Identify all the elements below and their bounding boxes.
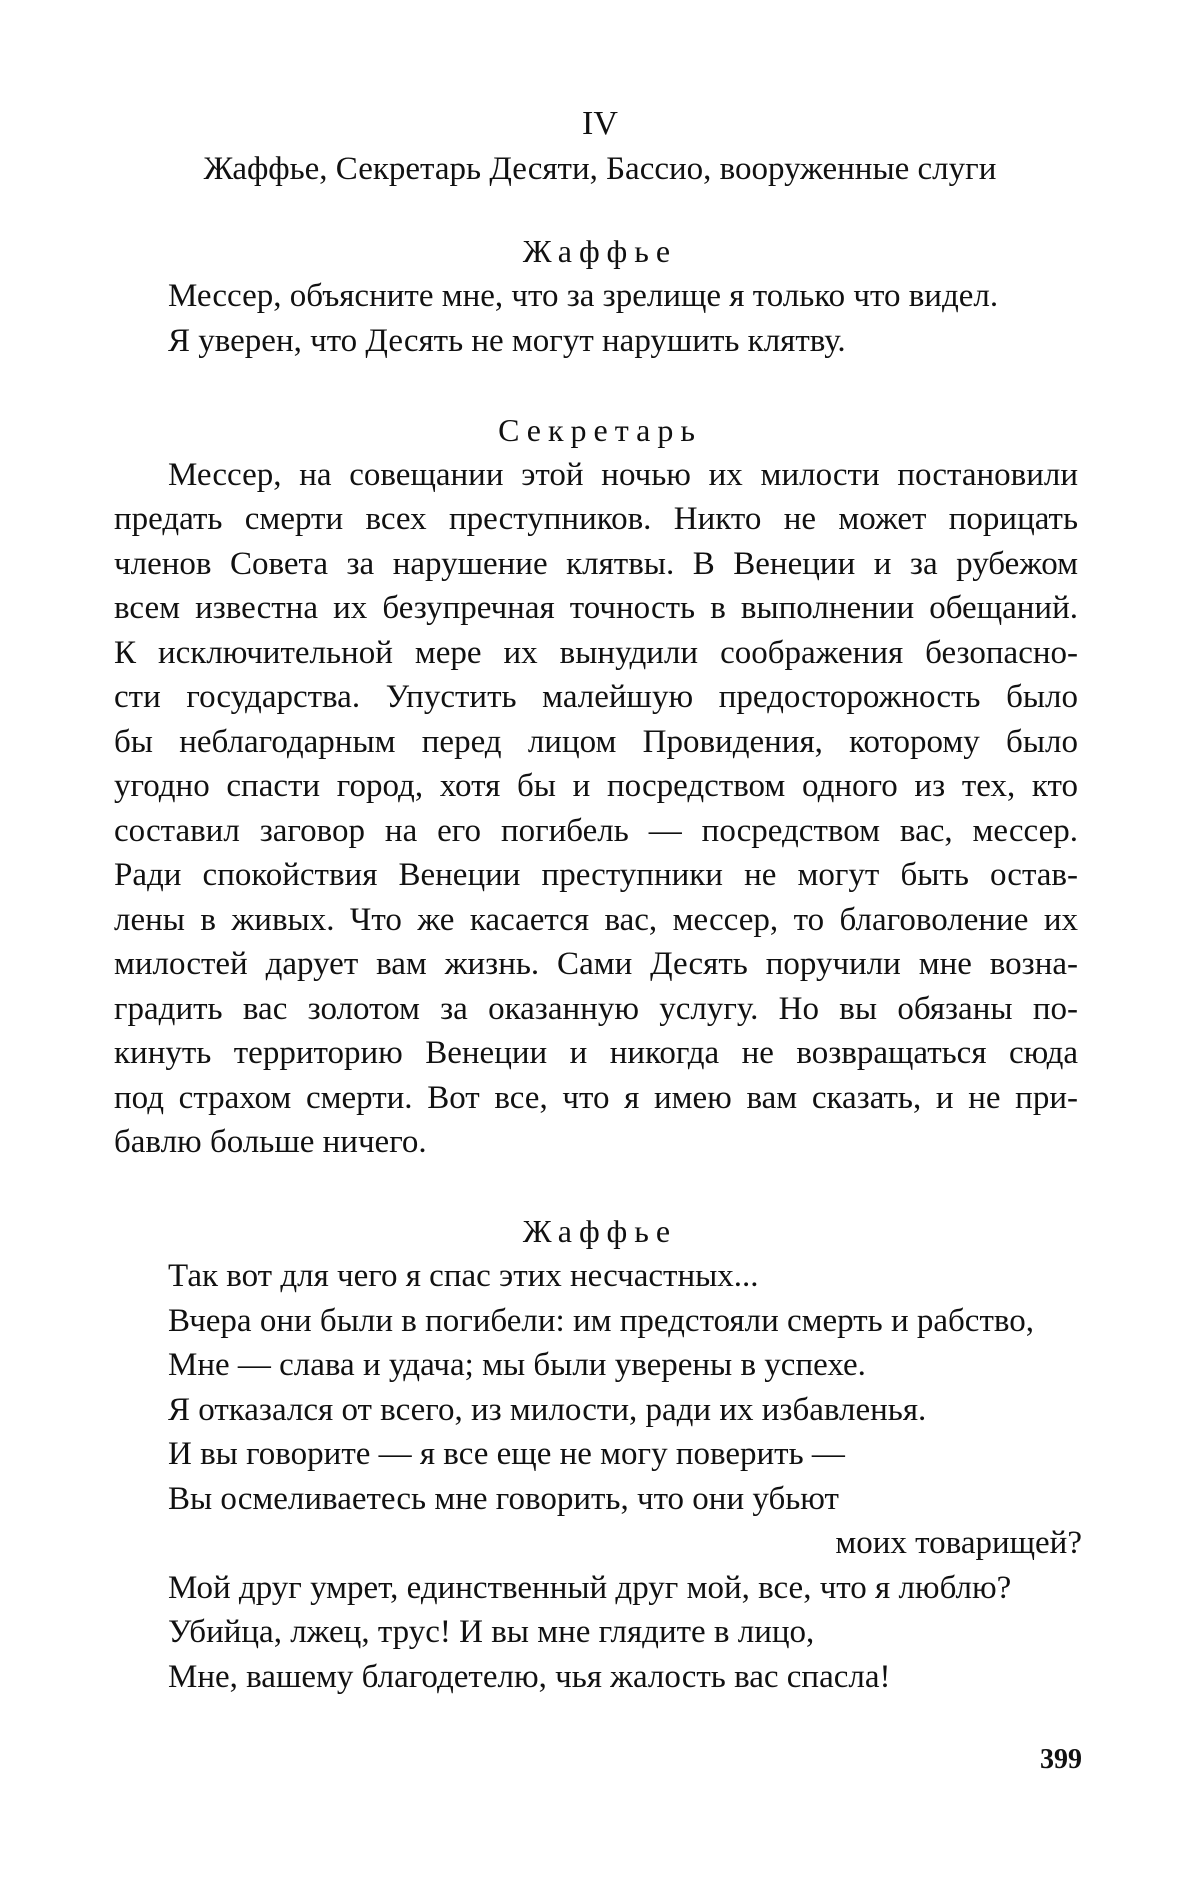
scene-cast: Жаффье, Секретарь Десяти, Бассио, вооруженные слуги (203, 151, 997, 187)
verse-line: Мне — слава и удача; мы были уверены в успехе. (168, 1347, 866, 1383)
prose-line: сти государства. Упустить малейшую предосторожность было (114, 679, 1078, 715)
speaker-name: Секретарь (498, 412, 702, 448)
prose-line: всем известна их безупречная точность в выполнении обещаний. (114, 590, 1078, 626)
prose-line: Ради спокойствия Венеции преступники не могут быть остав- (114, 857, 1078, 893)
prose-line: К исключительной мере их вынудили соображения безопасно- (114, 635, 1078, 671)
verse-line: Так вот для чего я спас этих несчастных... (168, 1258, 759, 1294)
prose-line: бы неблагодарным перед лицом Провидения, которому было (114, 724, 1078, 760)
verse-line: Мой друг умрет, единственный друг мой, все, что я люблю? (168, 1570, 1012, 1606)
speaker-name: Жаффье (522, 233, 678, 269)
speaker-name: Жаффье (522, 1213, 678, 1249)
prose-line: составил заговор на его погибель — посредством вас, мессер. (114, 813, 1078, 849)
verse-line: Вчера они были в погибели: им предстояли смерть и рабство, (168, 1303, 1034, 1339)
verse-line: Мессер, объясните мне, что за зрелище я только что видел. (168, 278, 999, 314)
verse-line: Мне, вашему благодетелю, чья жалость вас спасла! (168, 1659, 891, 1695)
prose-line: угодно спасти город, хотя бы и посредством одного из тех, кто (114, 768, 1078, 804)
prose-line: бавлю больше ничего. (114, 1124, 427, 1160)
verse-line: Вы осмеливаетесь мне говорить, что они убьют (168, 1481, 839, 1517)
prose-line: градить вас золотом за оказанную услугу. Но вы обязаны по- (114, 991, 1078, 1027)
verse-line: И вы говорите — я все еще не могу поверить — (168, 1436, 845, 1472)
verse-line: Убийца, лжец, трус! И вы мне глядите в лицо, (168, 1614, 815, 1650)
prose-line: членов Совета за нарушение клятвы. В Венеции и за рубежом (114, 546, 1078, 582)
prose-line: предать смерти всех преступников. Никто не может порицать (114, 501, 1078, 537)
prose-line: лены в живых. Что же касается вас, мессер, то благоволение их (114, 902, 1078, 938)
verse-line-continuation: моих товарищей? (835, 1525, 1082, 1561)
prose-line: кинуть территорию Венеции и никогда не возвращаться сюда (114, 1035, 1078, 1071)
prose-line: Мессер, на совещании этой ночью их милости постановили (168, 457, 1078, 493)
prose-line: милостей дарует вам жизнь. Сами Десять поручили мне возна- (114, 946, 1078, 982)
verse-line: Я уверен, что Десять не могут нарушить клятву. (168, 323, 846, 359)
prose-line: под страхом смерти. Вот все, что я имею вам сказать, и не при- (114, 1080, 1078, 1116)
verse-line: Я отказался от всего, из милости, ради их избавленья. (168, 1392, 927, 1428)
page-number: 399 (1040, 1744, 1082, 1775)
scene-number: IV (582, 105, 618, 142)
